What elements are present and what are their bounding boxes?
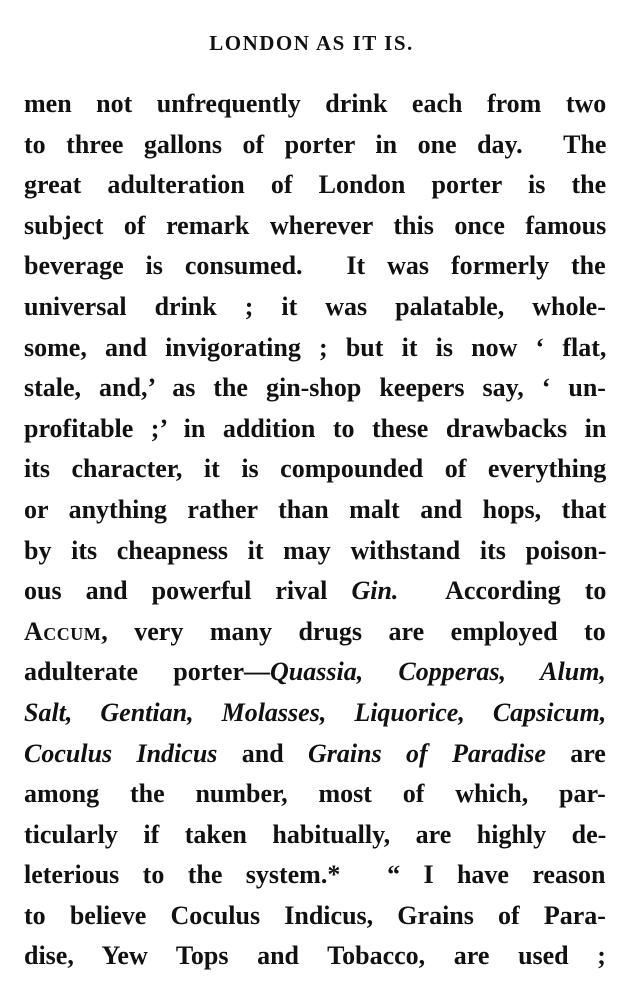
text-segment: to three gallons of porter in one day. The [24,129,607,159]
text-line [24,125,606,166]
text-segment: men not unfrequently drink each from two [24,89,607,118]
text-segment: and [217,738,308,768]
text-segment: ticularly if taken habitually, are highly de- [24,819,607,849]
italic-text: Grains of Paradise [308,738,546,768]
running-head-title: LONDON AS IT IS. [209,31,414,55]
text-line [24,734,606,775]
text-segment: dise, Yew Tops and Tobacco, are used ; [24,941,606,971]
text-line [24,652,606,693]
text-line [24,449,606,490]
text-line [24,328,606,369]
text-line [24,612,606,653]
text-line [24,815,606,856]
text-line [24,571,606,612]
text-segment: universal drink ; it was palatable, whole- [24,291,606,321]
text-segment: beverage is consumed. It was formerly the [24,251,606,281]
text-line [24,409,606,450]
text-line [24,531,606,572]
text-segment: , very many drugs are employed to [101,616,606,646]
text-line [24,246,606,287]
text-line [24,165,606,206]
text-segment: profitable ;’ in addition to these drawbacks in [24,413,607,443]
italic-text: Salt, Gentian, Molasses, Liquorice, Capsicum, [24,697,607,727]
text-segment: or anything rather than malt and hops, that [24,494,607,524]
text-segment: adulterate porter— [24,657,270,687]
text-line [24,368,606,409]
text-line [24,693,606,734]
text-segment: among the number, most of which, par- [24,779,606,809]
text-segment: some, and invigorating ; but it is now ‘ flat, [24,332,607,362]
text-line [24,855,606,896]
text-segment: stale, and,’ as the gin-shop keepers say, ‘ un- [24,373,606,403]
text-segment: According to [398,576,607,606]
text-segment: by its cheapness it may withstand its poison- [24,535,607,565]
text-segment: to believe Coculus Indicus, Grains of Para- [24,900,606,930]
text-line [24,490,606,531]
italic-text: Quassia, Copperas, Alum, [270,657,606,687]
body-text [24,84,606,977]
italic-text: Gin. [351,576,399,606]
text-segment: subject of remark wherever this once famous [24,210,607,240]
text-segment: great adulteration of London porter is the [24,170,607,200]
text-segment: leterious to the system.* “ I have reason [24,860,606,890]
text-line [24,287,606,328]
text-segment: its character, it is compounded of everything [24,454,607,484]
text-line [24,896,606,937]
text-line [24,774,606,815]
text-line [24,936,606,977]
text-line [24,84,606,125]
text-line [24,206,606,247]
italic-text: Coculus Indicus [24,738,218,768]
small-caps-text: Accum [24,616,102,646]
text-segment: ous and powerful rival [24,576,352,606]
text-segment: are [545,738,606,768]
